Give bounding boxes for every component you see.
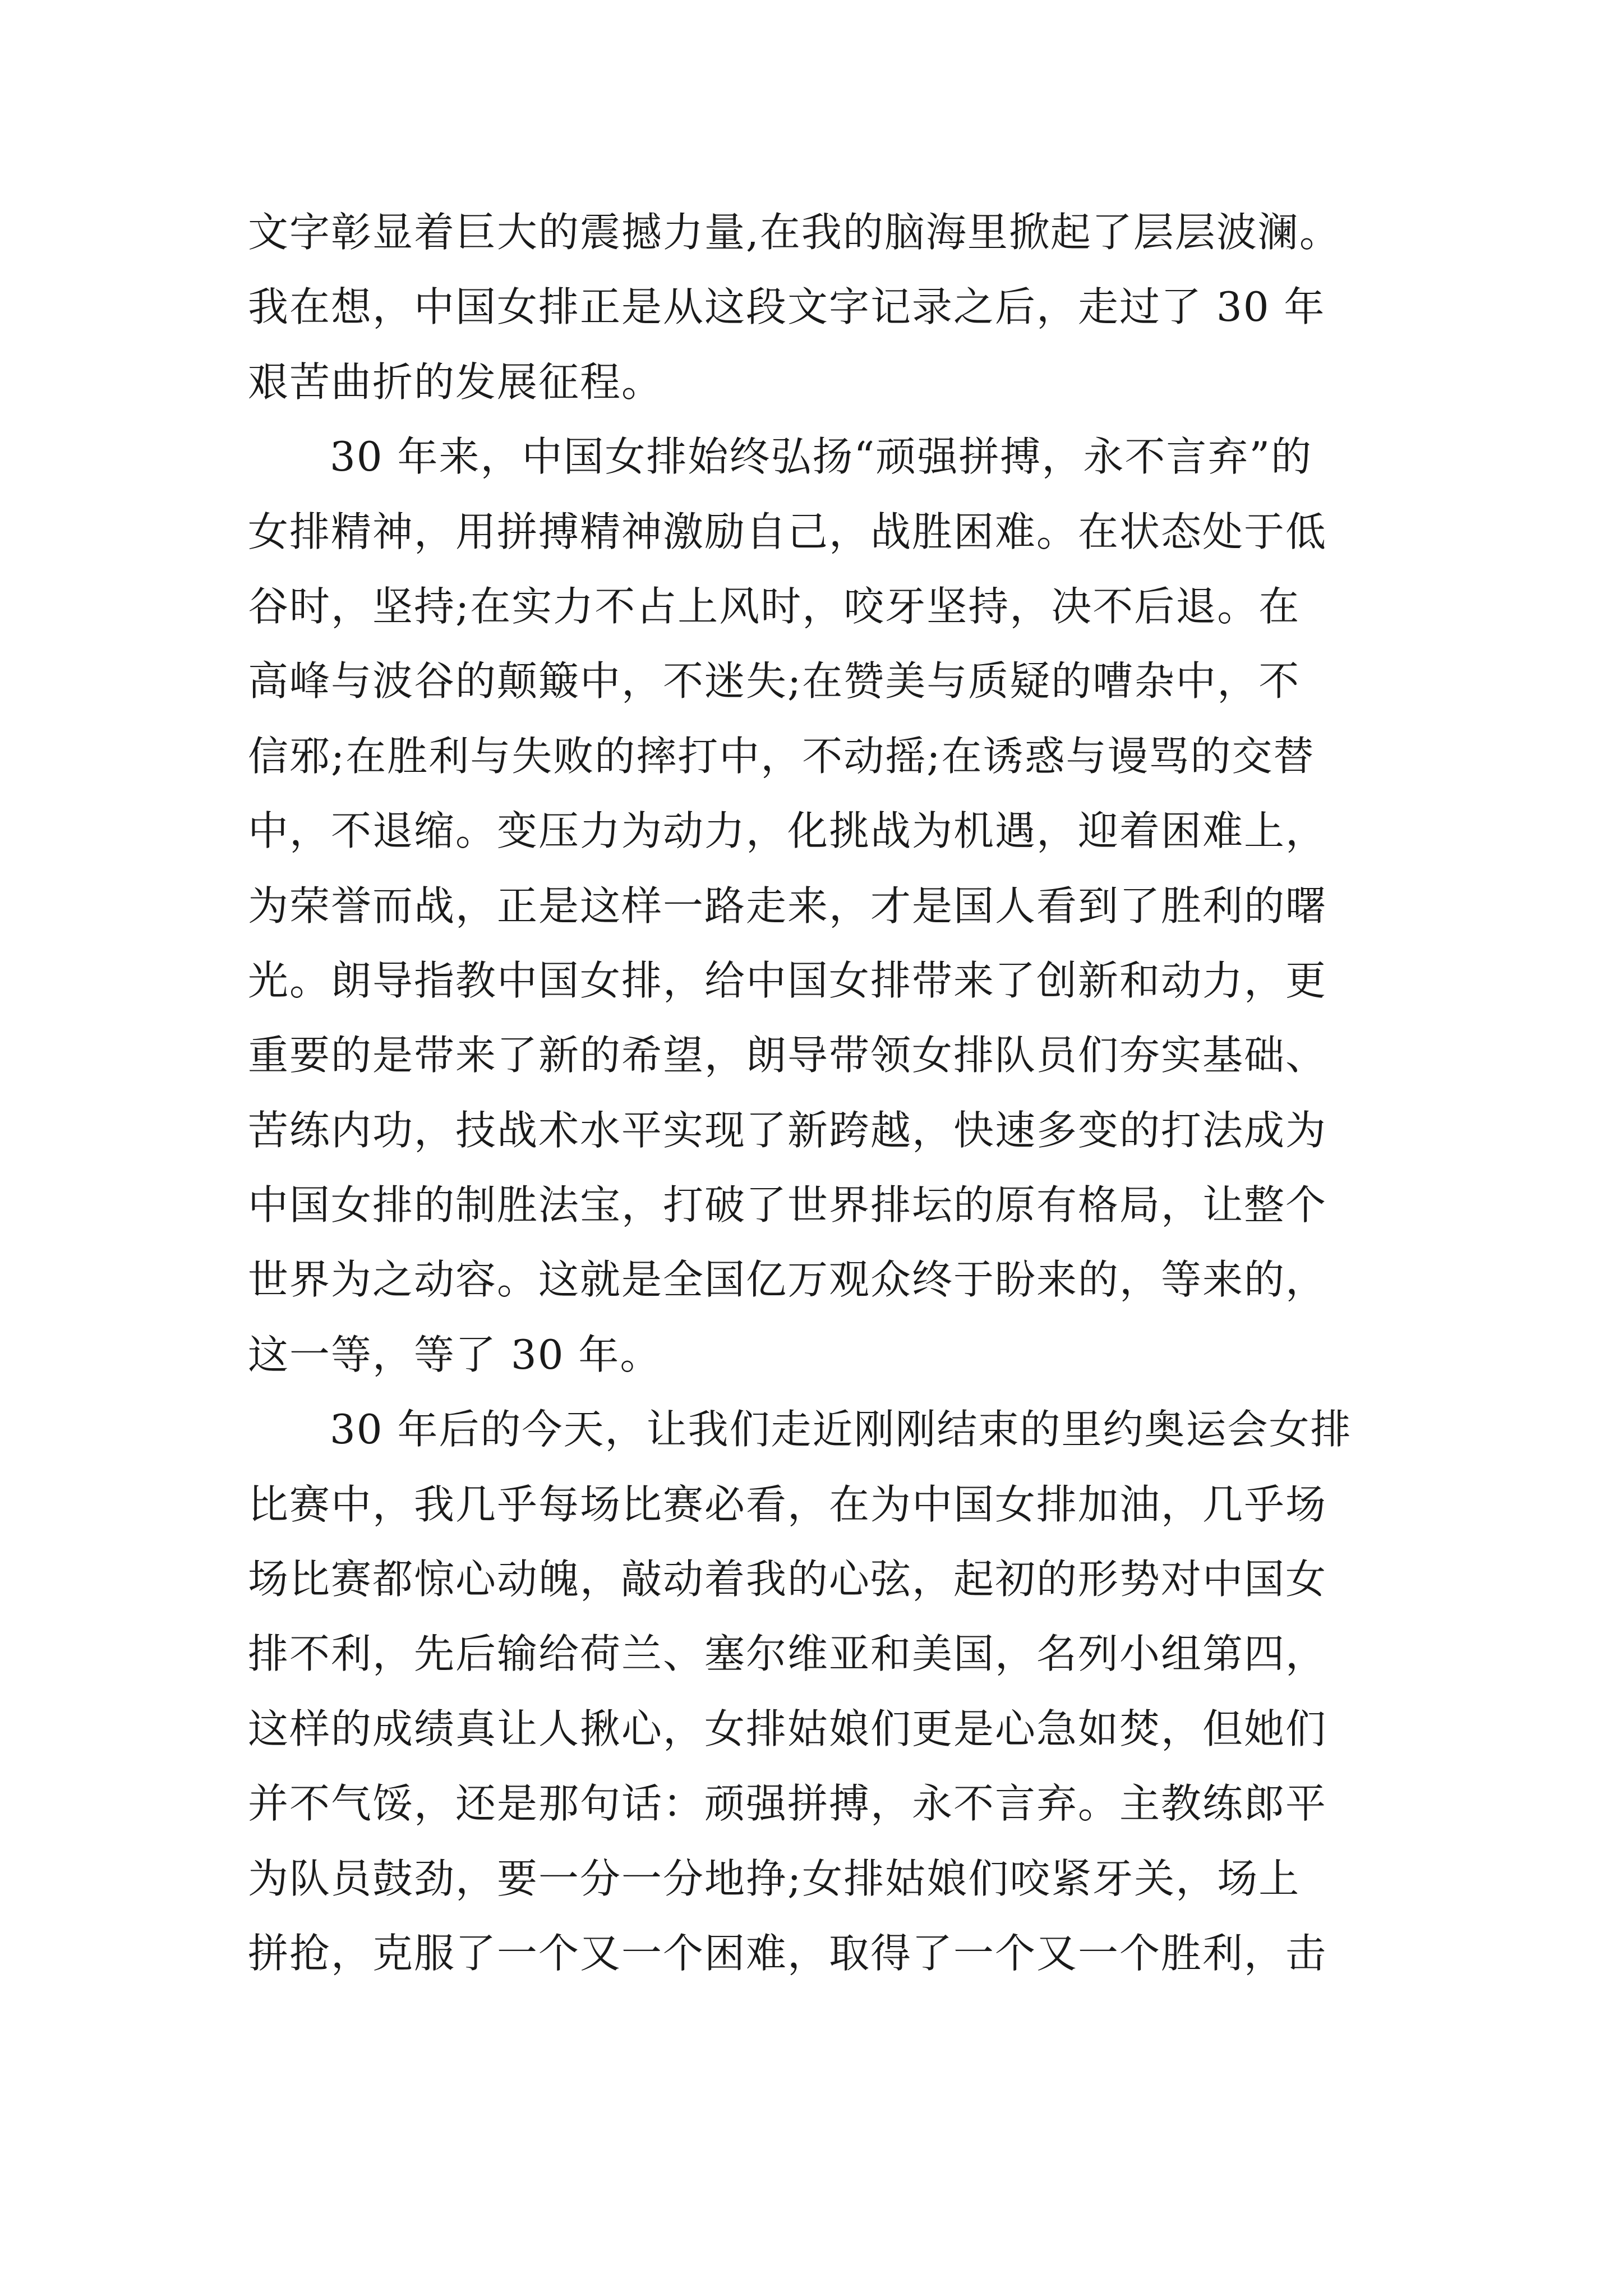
text-line: 重要的是带来了新的希望，朗导带领女排队员们夯实基础、 (248, 1032, 1327, 1079)
text-line: 比赛中，我几乎每场比赛必看，在为中国女排加油，几乎场 (248, 1480, 1327, 1528)
text-line: 这样的成绩真让人揪心，女排姑娘们更是心急如焚，但她们 (248, 1705, 1327, 1752)
text-line: 30 年来，中国女排始终弘扬“顽强拼搏，永不言弃”的 (330, 433, 1313, 481)
text-line: 为队员鼓劲，要一分一分地挣;女排姑娘们咬紧牙关，场上 (248, 1855, 1301, 1902)
text-line: 高峰与波谷的颠簸中，不迷失;在赞美与质疑的嘈杂中，不 (248, 657, 1301, 705)
text-line: 女排精神，用拼搏精神激励自己，战胜困难。在状态处于低 (248, 508, 1327, 555)
paragraph-1 (248, 195, 1398, 420)
text-line: 谷时，坚持;在实力不占上风时，咬牙坚持，决不后退。在 (248, 582, 1301, 630)
paragraph-3 (248, 1392, 1398, 1991)
body-text (248, 195, 1398, 1991)
text-line: 30 年后的今天，让我们走近刚刚结束的里约奥运会女排 (330, 1406, 1352, 1453)
text-line: 我在想，中国女排正是从这段文字记录之后，走过了 30 年 (248, 283, 1326, 331)
text-line: 中国女排的制胜法宝，打破了世界排坛的原有格局，让整个 (248, 1181, 1327, 1229)
text-line: 这一等，等了 30 年。 (248, 1331, 662, 1378)
text-line: 排不利，先后输给荷兰、塞尔维亚和美国，名列小组第四， (248, 1630, 1327, 1678)
text-line: 光。朗导指教中国女排，给中国女排带来了创新和动力，更 (248, 956, 1327, 1004)
text-line: 拼抢，克服了一个又一个困难，取得了一个又一个胜利，击 (248, 1929, 1327, 1977)
text-line: 苦练内功，技战术水平实现了新跨越，快速多变的打法成为 (248, 1106, 1327, 1154)
text-line: 艰苦曲折的发展征程。 (248, 358, 663, 406)
text-line: 场比赛都惊心动魄，敲动着我的心弦，起初的形势对中国女 (248, 1556, 1327, 1603)
text-line: 信邪;在胜利与失败的摔打中，不动摇;在诱惑与谩骂的交替 (248, 732, 1315, 780)
text-line: 文字彰显着巨大的震撼力量,在我的脑海里掀起了层层波澜。 (248, 209, 1341, 256)
paragraph-2 (248, 420, 1398, 1392)
text-line: 世界为之动容。这就是全国亿万观众终于盼来的，等来的， (248, 1256, 1327, 1304)
text-line: 为荣誉而战，正是这样一路走来，才是国人看到了胜利的曙 (248, 882, 1327, 930)
text-line: 并不气馁，还是那句话：顽强拼搏，永不言弃。主教练郎平 (248, 1780, 1327, 1828)
text-line: 中，不退缩。变压力为动力，化挑战为机遇，迎着困难上， (248, 807, 1327, 855)
